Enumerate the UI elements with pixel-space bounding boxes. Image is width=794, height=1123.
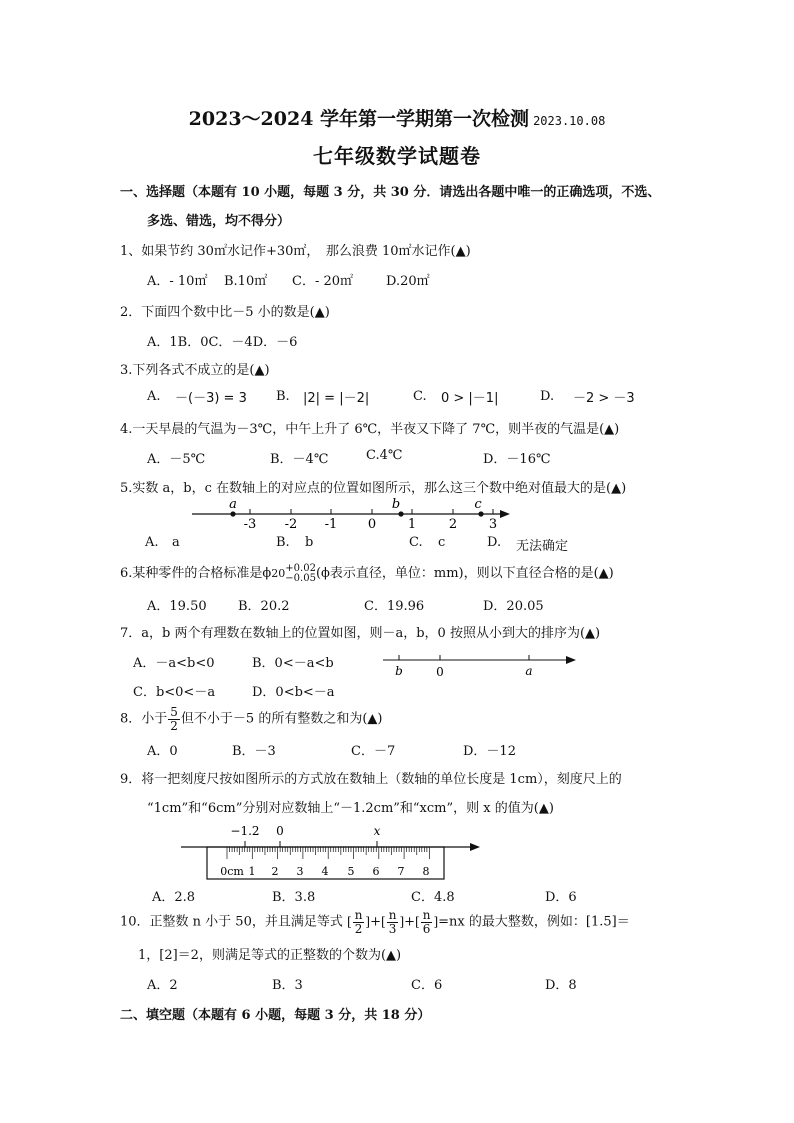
q9-axis-label: −1.2 — [230, 824, 260, 838]
q5-option-d-letter: D. — [487, 535, 502, 550]
q3-option-a: －(－3) = 3 — [175, 391, 247, 406]
q7-axis-label: 0 — [436, 665, 444, 679]
exam-subtitle: 七年级数学试题卷 — [313, 144, 481, 168]
q7-axis-label: b — [395, 664, 403, 678]
q6-tol-upper: +0.02 — [285, 562, 316, 574]
q5-axis-arrow — [500, 510, 510, 518]
q1-option-d: D.20㎡ — [386, 274, 430, 289]
q8-option-c: C．－7 — [351, 744, 396, 759]
q7-axis-arrow — [566, 656, 576, 664]
q10-option-d: D．8 — [545, 978, 577, 993]
q9-ruler-ticks — [227, 847, 429, 859]
q10-option-c: C．6 — [411, 978, 443, 993]
q4-option-b: B．－4℃ — [270, 452, 329, 467]
q6-phi: ϕ — [262, 566, 272, 581]
q4-stem: 4.一天早晨的气温为－3℃，中午上升了 6℃，半夜又下降了 7℃，则半夜的气温是(▲) — [120, 422, 620, 437]
q8-frac-den: 2 — [170, 718, 178, 733]
q10-option-b: B．3 — [272, 978, 303, 993]
q9-ruler-label: 0cm — [220, 865, 244, 878]
q6-option-d: D．20.05 — [483, 599, 544, 614]
q5-tick-label: 1 — [407, 517, 417, 532]
q6-stem-prefix: 6.某种零件的合格标准是 — [120, 566, 263, 581]
q10-stem-prefix: 10．正整数 n 小于 50，并且满足等式 — [120, 914, 343, 930]
exam-title — [0, 104, 794, 131]
q6-tolerance — [285, 564, 316, 584]
q9-option-b: B．3.8 — [272, 890, 316, 905]
q9-stem-line1: 9．将一把刻度尺按如图所示的方式放在数轴上（数轴的单位长度是 1cm），刻度尺上的 — [120, 772, 622, 787]
q6-option-c: C．19.96 — [364, 599, 425, 614]
q5-option-a: a — [172, 535, 180, 550]
q5-point-label: b — [391, 497, 401, 512]
q10-stem: 10．正整数 n 小于 50，并且满足等式 [ $\frac{n}{2}$ ]+[ $\frac{n}{3}$ ]+[ $\frac{n}{6}$ ]=nx 的最大整数，例如：[1.5]＝ — [120, 908, 630, 936]
q3-stem: 3.下列各式不成立的是(▲) — [120, 363, 270, 378]
q4-option-c: C.4℃ — [366, 448, 403, 463]
q9-option-d: D．6 — [545, 890, 577, 905]
q3-option-c: 0 > |－1| — [441, 391, 499, 406]
q3-option-b-letter: B. — [276, 389, 290, 404]
q7-option-b: B．0<－a<b — [252, 656, 334, 671]
q6-stem — [120, 562, 614, 584]
q5-option-b: b — [305, 535, 314, 550]
q3-option-b: |2| = |－2| — [303, 391, 370, 406]
q4-option-a: A．－5℃ — [147, 452, 206, 467]
q1-option-a: A．- 10㎡ — [147, 274, 208, 289]
q9-axis-label: 0 — [276, 824, 284, 838]
q9-option-a: A．2.8 — [152, 890, 196, 905]
q4-option-d: D．－16℃ — [483, 452, 551, 467]
q6-tol-lower: −0.05 — [285, 572, 316, 584]
q8-option-a: A．0 — [147, 744, 178, 759]
q6-option-b: B．20.2 — [238, 599, 290, 614]
q10-term-1: [ $\frac{n}{2}$ ] — [347, 908, 371, 936]
q6-base: 20 — [271, 567, 286, 580]
q5-tick-label: 3 — [488, 517, 498, 532]
q8-stem — [120, 706, 382, 732]
q9-ruler-label: 3 — [296, 865, 304, 878]
q10-option-a: A．2 — [147, 978, 178, 993]
q3-option-d-letter: D. — [540, 389, 555, 404]
q3-option-a-letter: A. — [147, 389, 161, 404]
q7-stem: 7．a，b 两个有理数在数轴上的位置如图，则－a，b，0 按照从小到大的排序为(▲) — [120, 626, 601, 641]
q5-tick-label: -3 — [243, 517, 257, 532]
q8-stem-prefix: 8．小于 — [120, 711, 168, 727]
q5-option-d: 无法确定 — [516, 539, 569, 554]
q5-tick-label: 2 — [448, 517, 458, 532]
q10-term-3: [ $\frac{n}{6}$ ] — [415, 908, 439, 936]
q6-stem-suffix: (ϕ表示直径，单位：mm)，则以下直径合格的是(▲) — [315, 566, 614, 581]
q8-frac-num: 5 — [170, 705, 178, 719]
q9-ruler-label: 2 — [271, 865, 279, 878]
q7-number-line — [0, 650, 794, 680]
q5-option-c: c — [438, 535, 446, 550]
q1-option-b: B.10㎡ — [224, 274, 268, 289]
q1-stem: 1、如果节约 30㎡水记作+30㎡， 那么浪费 10㎡水记作(▲) — [120, 244, 471, 259]
q9-ruler-figure — [0, 822, 794, 884]
q1-option-c: C．- 20㎡ — [292, 274, 354, 289]
q8-option-d: D．－12 — [463, 744, 516, 759]
q2-options: A．1B．0C．－4D．－6 — [147, 335, 298, 350]
q5-tick-label: 0 — [367, 517, 377, 532]
q2-stem: 2．下面四个数中比－5 小的数是(▲) — [120, 305, 330, 320]
section1-heading-line2: 多选、错选，均不得分） — [147, 214, 291, 229]
q5-option-c-letter: C. — [409, 535, 423, 550]
q8-fraction — [168, 706, 180, 732]
q9-axis-arrow — [470, 843, 480, 851]
q7-option-d: D．0<b<－a — [252, 685, 335, 700]
q5-point-label: c — [474, 497, 482, 512]
q5-tick-label: -1 — [324, 517, 338, 532]
q5-point-a — [230, 511, 235, 516]
q9-ruler-label: 5 — [347, 865, 355, 878]
q5-number-line — [0, 496, 794, 536]
q3-option-d: －2 > －3 — [573, 391, 635, 406]
exam-date: 2023.10.08 — [533, 114, 606, 128]
q8-stem-suffix: 但不小于－5 的所有整数之和为(▲) — [180, 711, 383, 727]
title-text: 2023～2024 学年第一学期第一次检测 — [188, 108, 530, 130]
q9-ruler-label: 6 — [372, 865, 380, 878]
q6-option-a: A．19.50 — [147, 599, 207, 614]
q8-option-b: B．－3 — [232, 744, 276, 759]
q9-ruler-label: 8 — [422, 865, 430, 878]
q5-option-b-letter: B. — [276, 535, 290, 550]
q9-ruler-label: 4 — [321, 865, 329, 878]
q10-stem-suffix: =nx 的最大整数，例如：[1.5]＝ — [438, 914, 630, 930]
q7-axis-label: a — [525, 664, 533, 678]
q9-axis-label: x — [373, 824, 381, 838]
q10-stem-line2: 1，[2]＝2，则满足等式的正整数的个数为(▲) — [138, 948, 402, 963]
q5-tick-label: -2 — [284, 517, 298, 532]
q9-stem-line2: “1cm”和“6cm”分别对应数轴上“－1.2cm”和“xcm”，则 x 的值为(▲) — [147, 801, 554, 816]
section1-heading-line1: 一、选择题（本题有 10 小题，每题 3 分，共 30 分．请选出各题中唯一的正确选项，不选、 — [120, 185, 661, 200]
q7-option-c: C．b<0<－a — [133, 685, 216, 700]
q9-option-c: C．4.8 — [411, 890, 455, 905]
q9-ruler-label: 1 — [248, 865, 256, 878]
q10-term-2: [ $\frac{n}{3}$ ] — [381, 908, 405, 936]
section2-heading: 二、填空题（本题有 6 小题，每题 3 分，共 18 分） — [120, 1008, 431, 1023]
q5-stem: 5.实数 a，b，c 在数轴上的对应点的位置如图所示，那么这三个数中绝对值最大的是(▲) — [120, 481, 627, 496]
q5-point-label: a — [229, 497, 237, 512]
q9-ruler-label: 7 — [397, 865, 405, 878]
q5-point-c — [478, 511, 483, 516]
q5-option-a-letter: A. — [145, 535, 159, 550]
q7-option-a: A．－a<b<0 — [133, 656, 215, 671]
q3-option-c-letter: C. — [413, 389, 427, 404]
q5-point-b — [398, 511, 403, 516]
